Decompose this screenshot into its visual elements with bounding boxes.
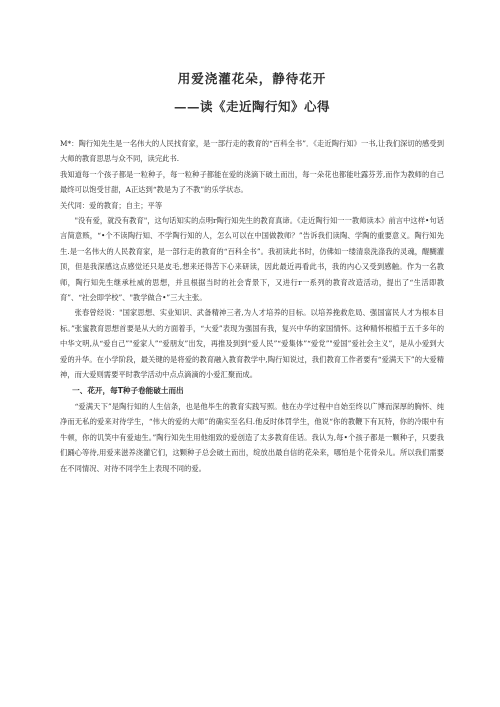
document-subtitle: ——读《走近陶行知》心得 [173,99,330,114]
section-paragraph: “爱满天下”是陶行知的人生信条，也是他毕生的教育实践写照。他在办学过程中自始至终以广博而深厚的胸怀、纯净而无私的爱来对待学生，“伟大的爱的大师”的确实至名归.他反时体罚学生，他说“你的教鞭下有瓦特，你的冷眼中有牛顿，你的讥笑中有爱迪生。”陶行知先生用他细致的爱创造了太多教育佳话。我认为,每•个孩子都是一颗种子，只要我们踊心等待,用爱来滋养浇灌它们，这颗种子总会破土而出，绽放出最自信的花朵来，哪怕是个花骨朵儿。所以我们需要在不同情况、对待不同学生上表现不同的爱。 [60,401,444,473]
section-heading: 一、花开，每T种子卷能破土而出 [72,385,184,395]
keywords-line: 关代同：爱的教育；自主；平等 [60,200,163,210]
body-paragraph: 张春曾经说："国家思想、实业知识、武备精神三者,为人才培养的目标。以培养挽救危局、强国富民人才为根本目标。”张蜜教育思想首要是从大的方面着手，“大爱”表现为强国有我，复兴中华的家国情怀。这种精怀根植于五千多年的中华文明,从“爱自己”"爱家人”“爱朋友”出发，再推及到到“爱人民”“爱集体”“爱党”"爱国”爱社会主义”，是从小爱到大爱的升华。在小学阶段，最关键的是将爱的教育融入教育教学中,陶行知说过，我们教育工作者要有“爱满天下”的大爱精神，而大爱则需要平时教学活动中点点滴滴的小爱汇聚而成。 [60,308,444,380]
body-paragraph: "没有爱，就没有教育"，这句话知实的点明r陶行知先生的教育真谛。《走近陶行知一一教师读本》前言中这样•句话言简意赅，“•个不读陶行知、不学陶行知的人，怎么可以在中国做教师？”告诉我们读陶、学陶的重要意义。陶行知先生.是一名伟大的人民教育家，是一部行走的教育的“百科全书”。我初读此书时，仿佛如一缕清泉洗涤我的灵魂，醍醐灌顶，但是我深感这点感觉还只是皮毛,想来还得苦下心来研读，因此最近再看此书，我的内心又受到感触。作为一名教师，陶行知先生继承杜威的思想，并且根据当时的社会背景下，又进行r一系列的教育改造活动，提出了“生活即教育”、“社会即学校”、"教学做合•”三大主张。 [60,216,444,303]
document-page [60,70,444,476]
abstract-continuation: 我知道每一个孩子都是一粒种子，每一粒种子都能在爱的浇滴下破土而出，每一朵花也都能吐露芬芳,而作为教师的自己最终可以饱受甘甜，A正达到“教是为了不教”的乐学状态。 [60,169,444,195]
abstract-paragraph: M*：陶行知先生是一名伟大的人民找育家，是一部行走的教育的“百科全书”．《走近陶行知》一书,让我们深切的感受到大师的教育思思与众不同，读完此书. [60,139,444,164]
document-title: 用爱浇灌花朵，静待花开 [177,71,327,86]
